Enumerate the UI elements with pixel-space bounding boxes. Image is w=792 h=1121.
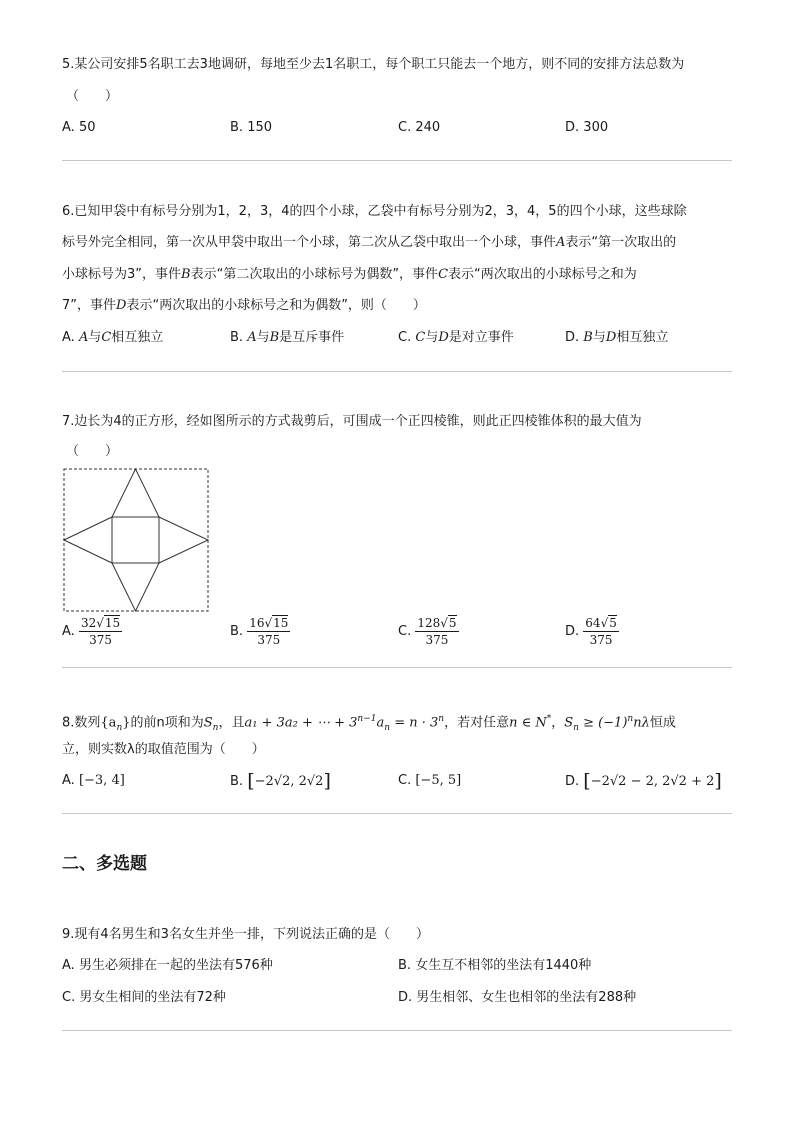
option-label: C. <box>398 120 412 135</box>
q8-option-d <box>565 772 722 791</box>
option-label: B. <box>230 774 244 789</box>
q7-option-b <box>230 616 290 647</box>
q5-stem-line1: 5.某公司安排5名职工去3地调研，每地至少去1名职工，每个职工只能去一个地方，则不同的安排方法总数为 <box>62 57 685 72</box>
event-variable: D <box>605 330 617 345</box>
math-span: = n · 3 <box>390 715 439 731</box>
q8-stem-line1 <box>62 710 676 737</box>
math-sub: n <box>384 722 391 733</box>
divider <box>62 813 732 814</box>
option-text: [−3, 4] <box>78 773 125 788</box>
q9-option-d <box>398 989 636 1007</box>
left-triangle <box>64 517 112 563</box>
q6-stem-line3 <box>62 266 637 284</box>
text-span: 表示“两次取出的小球标号之和为 <box>448 267 637 282</box>
text-span: 标号外完全相同，第一次从甲袋中取出一个小球，第二次从乙袋中取出一个小球，事件 <box>62 235 557 250</box>
denominator: 375 <box>589 633 613 647</box>
radicand: 15 <box>273 616 289 630</box>
math-span: nλ <box>633 715 650 731</box>
fraction: $\frac{16√15}{375}$ <box>249 616 289 647</box>
section-heading: 二、多选题 <box>62 854 147 874</box>
text-span: 8.数列 <box>62 715 101 731</box>
q9-stem-line1: 9.现有4名男生和3名女生并坐一排，下列说法正确的是（ ） <box>62 927 429 942</box>
q5-option-a <box>62 119 95 137</box>
event-variable: A <box>556 235 566 250</box>
q5-option-d <box>565 119 608 137</box>
option-label: A. <box>62 773 75 788</box>
right-bracket: ] <box>714 770 722 792</box>
option-text: −2√2, 2√2 <box>254 774 324 789</box>
right-bracket: ] <box>323 770 331 792</box>
event-variable: B <box>181 267 191 282</box>
option-label: A. <box>62 624 75 639</box>
event-variable: C <box>101 330 112 345</box>
option-text: 150 <box>247 120 273 135</box>
text-span: 是对立事件 <box>448 330 514 345</box>
q8-option-c <box>398 772 461 790</box>
text-span: 恒成 <box>649 715 676 731</box>
text-span: 表示“第二次取出的小球标号为偶数”，事件 <box>190 267 439 282</box>
option-text: 女生互不相邻的坐法有1440种 <box>415 958 592 973</box>
q6-option-d <box>565 329 668 347</box>
event-variable: B <box>269 330 280 345</box>
option-label: D. <box>565 330 580 345</box>
square-cutting-figure <box>63 468 211 614</box>
radicand: 5 <box>609 616 617 630</box>
option-text: 240 <box>415 120 441 135</box>
math-sup: n−1 <box>357 714 377 724</box>
event-variable: C <box>415 330 426 345</box>
denominator: 375 <box>425 633 449 647</box>
left-bracket: [ <box>247 770 255 792</box>
divider <box>62 667 732 668</box>
text-span: 7”，事件 <box>62 298 117 313</box>
divider <box>62 160 732 161</box>
q7-stem-line1: 7.边长为4的正方形，经如图所示的方式裁剪后，可围成一个正四棱锥，则此正四棱锥体积的最大值为 <box>62 414 642 429</box>
math-span: S <box>203 715 213 731</box>
option-label: C. <box>62 990 76 1005</box>
numerator-coef: 16 <box>249 616 265 630</box>
option-label: C. <box>398 624 412 639</box>
math-span: ≥ (−1) <box>578 715 628 731</box>
bottom-triangle <box>112 563 159 611</box>
q7-option-a <box>62 616 122 647</box>
q6-stem-line2 <box>62 234 676 252</box>
q5-option-c <box>398 119 440 137</box>
event-variable: A <box>78 330 89 345</box>
event-variable: D <box>116 298 127 313</box>
denominator: 375 <box>89 633 112 647</box>
option-label: D. <box>565 774 580 789</box>
math-sup: n <box>438 714 445 724</box>
text-span: 相互独立 <box>111 330 164 345</box>
math-span: S <box>564 715 574 731</box>
text-span: ，且 <box>218 715 245 731</box>
q8-stem-line2: 立，则实数λ的取值范围为（ ） <box>62 742 265 757</box>
math-span: {a <box>100 715 117 731</box>
q9-option-a <box>62 957 273 975</box>
option-label: A. <box>62 120 75 135</box>
option-label: D. <box>565 120 580 135</box>
math-sub: n <box>573 722 579 733</box>
q5-answer-blank: （ ） <box>66 89 119 104</box>
q6-option-c <box>398 329 514 347</box>
math-span: } <box>122 715 131 731</box>
option-label: D. <box>565 624 580 639</box>
left-bracket: [ <box>583 770 591 792</box>
top-triangle <box>112 469 159 517</box>
dashed-square-outline <box>64 469 208 611</box>
radicand: 5 <box>448 616 457 630</box>
fraction: $\frac{128√5}{375}$ <box>417 616 457 647</box>
text-span: 与 <box>256 330 270 345</box>
option-label: C. <box>398 330 412 345</box>
option-text: 男生相邻、女生也相邻的坐法有288种 <box>416 990 637 1005</box>
math-span: a <box>376 715 385 731</box>
text-span: 相互独立 <box>616 330 669 345</box>
option-label: B. <box>398 958 412 973</box>
option-label: B. <box>230 330 244 345</box>
text-span: 表示“第一次取出的 <box>565 235 677 250</box>
event-variable: D <box>438 330 449 345</box>
q7-answer-blank: （ ） <box>66 444 119 459</box>
q6-stem-line1: 6.已知甲袋中有标号分别为1，2，3，4的四个小球，乙袋中有标号分别为2，3，4，5的四个小球，这些球除 <box>62 204 687 219</box>
divider <box>62 1030 732 1031</box>
numerator-coef: 128 <box>417 616 441 630</box>
right-triangle <box>159 517 208 563</box>
text-span: 与 <box>425 330 439 345</box>
fraction: $\frac{32√15}{375}$ <box>80 616 121 647</box>
option-label: C. <box>398 773 412 788</box>
q7-option-d <box>565 616 619 647</box>
text-span: 的前n项和为 <box>130 715 204 731</box>
numerator-coef: 64 <box>585 616 601 630</box>
text-span: 与 <box>88 330 102 345</box>
text-span: 小球标号为3”，事件 <box>62 267 182 282</box>
text-span: 表示“两次取出的小球标号之和为偶数”，则（ ） <box>126 298 426 313</box>
option-label: D. <box>398 990 413 1005</box>
q8-option-a <box>62 772 125 790</box>
fraction: $\frac{64√5}{375}$ <box>585 616 617 647</box>
q5-option-b <box>230 119 272 137</box>
option-label: A. <box>62 958 75 973</box>
math-sub: n <box>116 722 123 733</box>
q6-option-b <box>230 329 344 347</box>
math-span: n ∈ N <box>509 715 547 731</box>
event-variable: B <box>583 330 593 345</box>
text-span: 是互斥事件 <box>279 330 345 345</box>
q9-option-c <box>62 989 226 1007</box>
option-text: 男生必须排在一起的坐法有576种 <box>78 958 273 973</box>
math-span: a₁ + 3a₂ + ⋯ + 3 <box>244 715 358 731</box>
math-sub: n <box>212 722 219 733</box>
math-sup: * <box>546 714 552 724</box>
option-text: −2√2 − 2, 2√2 + 2 <box>590 774 715 789</box>
text-span: ， <box>551 715 565 731</box>
option-label: B. <box>230 624 244 639</box>
option-label: A. <box>62 330 75 345</box>
q6-stem-line4 <box>62 297 426 315</box>
divider <box>62 371 732 372</box>
math-sup: n <box>627 714 634 724</box>
event-variable: C <box>438 267 449 282</box>
event-variable: A <box>247 330 257 345</box>
option-text: [−5, 5] <box>415 773 462 788</box>
q8-option-b <box>230 772 331 791</box>
numerator-coef: 32 <box>80 616 97 630</box>
q9-option-b <box>398 957 591 975</box>
denominator: 375 <box>257 633 281 647</box>
option-text: 300 <box>583 120 609 135</box>
text-span: 与 <box>592 330 606 345</box>
text-span: ，若对任意 <box>444 715 510 731</box>
q6-option-a <box>62 329 163 347</box>
option-text: 男女生相间的坐法有72种 <box>79 990 226 1005</box>
option-text: 50 <box>78 120 96 135</box>
inner-square-base <box>112 517 159 563</box>
q7-option-c <box>398 616 459 647</box>
option-label: B. <box>230 120 244 135</box>
radicand: 15 <box>104 616 121 630</box>
